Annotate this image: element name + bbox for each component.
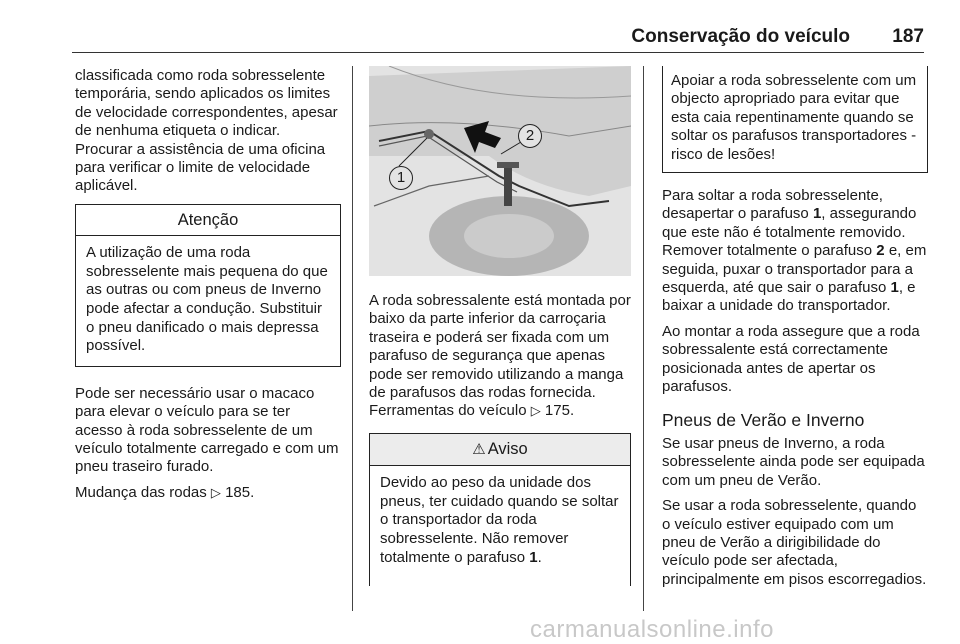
column-divider [352, 66, 353, 611]
winter-paragraph: Se usar pneus de Inverno, a roda sobresselente ainda pode ser equipada com um pneu de Verão. [662, 434, 925, 489]
spare-wheel-text: A roda sobressalente está montada por baixo da parte inferior da carroçaria traseira e poderá ser fixada com um parafuso de segurança que apenas pode ser removido utilizando a manga de parafusos das rodas fornecida. Ferramentas do veículo [369, 292, 631, 420]
warning-box [369, 433, 631, 586]
callout-1 [389, 166, 413, 190]
column-left [75, 67, 341, 509]
release-text-a: Para soltar a roda sobresselente, desapertar o parafuso [662, 187, 883, 223]
caution-continuation-box [662, 66, 928, 173]
caution-continuation-text: Apoiar a roda sobresselente com um objecto apropriado para evitar que esta caia repentinamente quando se soltar os parafusos transportadores - risco de lesões! [671, 72, 917, 163]
wheel-change-reference [75, 484, 341, 502]
release-text-d: , e baixar a unidade do transportador. [662, 279, 916, 315]
caution-text: A utilização de uma roda sobresselente mais pequena do que as outras ou com pneus de Inverno pode afectar a condução. Substituir o pneu danificado o mais depressa possível. [86, 244, 328, 355]
tyres-heading: Pneus de Verão e Inverno [662, 409, 865, 430]
wheel-change-text: Mudança das rodas [75, 483, 207, 501]
callout-2-label: 2 [525, 127, 535, 144]
release-text-b: , assegurando que este não é totalmente removido. Remover totalmente o parafuso [662, 205, 917, 260]
release-text-c: e, em seguida, puxar o transportador para a esquerda, até que sair o parafuso [662, 242, 927, 297]
page-number: 187 [892, 26, 924, 47]
column-divider [643, 66, 644, 611]
wheel-change-page[interactable]: 185. [225, 483, 255, 501]
spare-wheel-paragraph [369, 292, 631, 421]
release-paragraph [662, 187, 928, 316]
caution-box [75, 204, 341, 367]
tools-page[interactable]: 175. [544, 402, 575, 420]
warning-triangle-icon: ⚠ [472, 440, 486, 458]
warning-bolt-number: 1 [529, 548, 538, 566]
jack-paragraph: Pode ser necessário usar o macaco para elevar o veículo para se ter acesso à roda sobresselente de um veículo totalmente carregado e com um pneu traseiro furado. [75, 384, 339, 476]
page-header [72, 26, 924, 54]
summer-paragraph: Se usar a roda sobresselente, quando o veículo estiver equipado com um pneu de Verão a dirigibilidade do veículo pode ser afectada, principalmente em pisos escorregadios. [662, 497, 927, 588]
spare-wheel-illustration [369, 66, 631, 276]
warning-title: Aviso [487, 439, 528, 458]
section-title: Conservação do veículo [631, 26, 850, 47]
caution-title: Atenção [76, 205, 340, 236]
warning-header [370, 434, 630, 466]
header-rule [72, 52, 924, 53]
bolt-2: 2 [876, 242, 885, 260]
mounting-paragraph: Ao montar a roda assegure que a roda sobressalente está correctamente posicionada antes de apertar os parafusos. [662, 322, 920, 396]
warning-period: . [537, 548, 542, 566]
warning-text [370, 466, 630, 577]
bolt-1-again: 1 [890, 279, 899, 297]
callout-2 [518, 124, 542, 148]
watermark: carmanualsonline.info [530, 616, 774, 643]
page-ref-icon: ▷ [210, 484, 221, 500]
page-ref-icon: ▷ [530, 403, 541, 419]
intro-paragraph: classificada como roda sobresselente temporária, sendo aplicados os limites de velocidade correspondentes, apesar de nenhuma etiqueta o indicar. Procurar a assistência de uma oficina para verificar o limite de velocidade aplicável. [75, 67, 338, 195]
column-middle [369, 292, 631, 586]
callout-1-label: 1 [396, 169, 406, 186]
column-right [662, 66, 928, 596]
bolt-1: 1 [812, 205, 822, 223]
warning-text-main: Devido ao peso da unidade dos pneus, ter cuidado quando se soltar o transportador da roda sobresselente. Não remover totalmente o parafuso [380, 474, 619, 566]
